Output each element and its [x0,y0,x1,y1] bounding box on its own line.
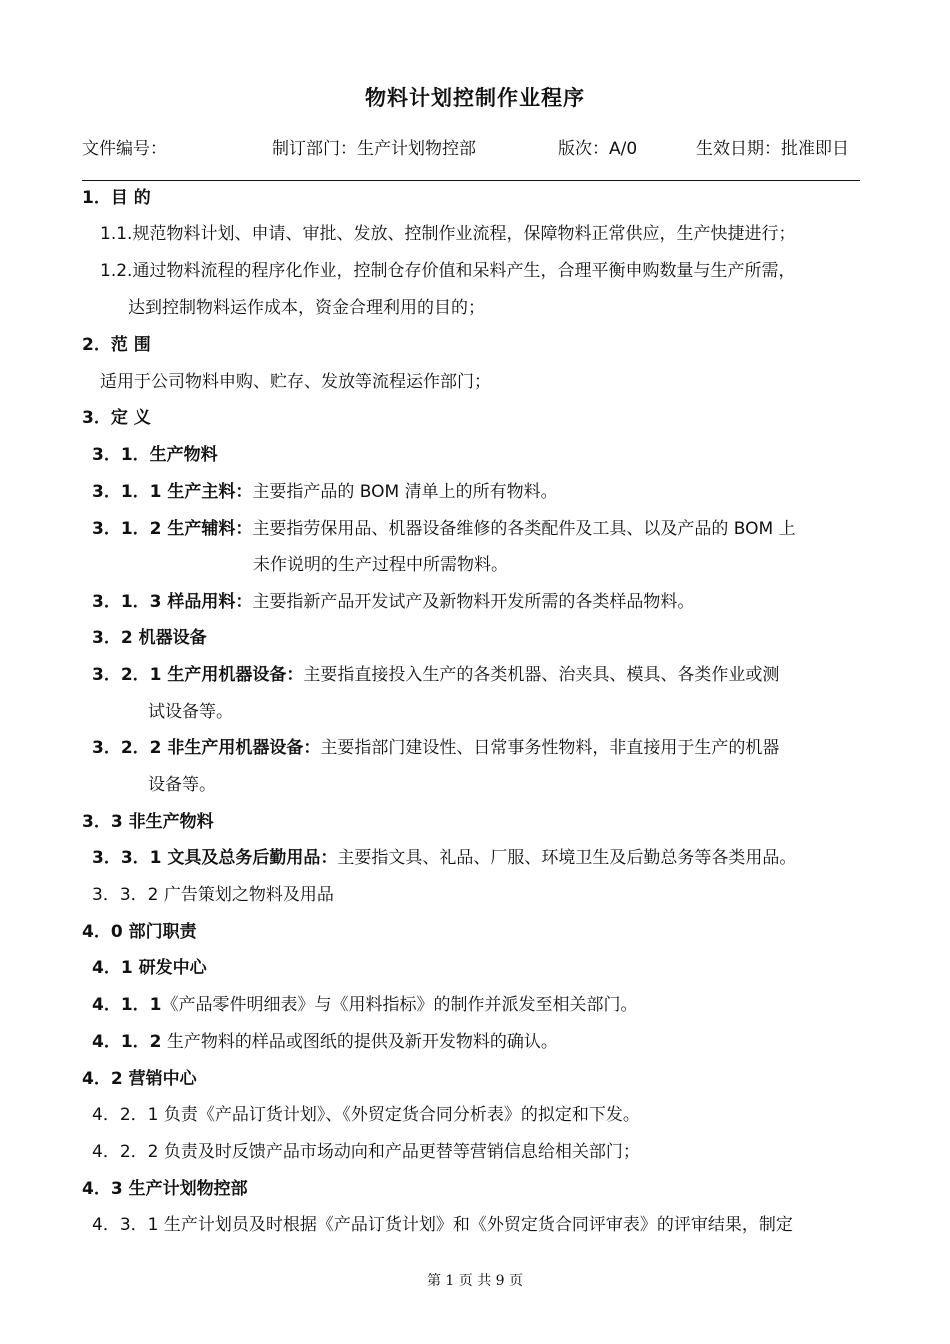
section-3-1-2 [92,517,796,541]
header-doc-no: 文件编号： [82,139,167,159]
section-2-text: 适用于公司物料申购、贮存、发放等流程运作部门； [100,372,491,392]
section-3-3-1 [92,846,796,870]
header-version: 版次：A/0 [558,139,638,159]
section-1-1: 1.1.规范物料计划、申请、审批、发放、控制作业流程，保障物料正常供应，生产快捷进行； [100,224,796,244]
section-3-2-2 [92,736,779,760]
section-4-2-2: 4．2．2 负责及时反馈产品市场动向和产品更替等营销信息给相关部门； [92,1142,640,1162]
section-4-1-2-label: 4．1．2 [92,1032,162,1052]
section-3-2-1-text: 主要指直接投入生产的各类机器、治夹具、模具、各类作业或测 [303,665,780,685]
section-4-heading: 4．0 部门职责 [82,922,197,942]
section-1-2-cont: 达到控制物料运作成本，资金合理利用的目的； [128,298,485,318]
section-3-1-heading: 3．1．生产物料 [92,445,218,465]
section-3-heading: 3．定 义 [82,408,151,428]
section-3-2-1-cont: 试设备等。 [148,702,233,722]
section-3-1-3 [92,590,694,614]
section-2-heading: 2．范 围 [82,335,151,355]
section-3-2-2-cont: 设备等。 [148,775,216,795]
section-1-heading: 1．目 的 [82,188,151,208]
section-3-1-2-cont: 未作说明的生产过程中所需物料。 [253,555,508,575]
section-3-1-3-label: 3．1．3 样品用料： [92,592,253,612]
page-footer: 第 1 页 共 9 页 [426,1273,524,1289]
section-3-1-3-text: 主要指新产品开发试产及新物料开发所需的各类样品物料。 [252,592,695,612]
section-3-1-2-text: 主要指劳保用品、机器设备维修的各类配件及工具、以及产品的 BOM 上 [252,519,796,539]
section-3-2-1-label: 3．2．1 生产用机器设备： [92,665,304,685]
section-3-3-1-label: 3．3．1 文具及总务后勤用品： [92,848,338,868]
section-4-1-2-text: 生产物料的样品或图纸的提供及新开发物料的确认。 [161,1032,558,1052]
section-4-1-heading: 4．1 研发中心 [92,958,207,978]
section-3-3-1-text: 主要指文具、礼品、厂服、环境卫生及后勤总务等各类用品。 [337,848,797,868]
section-3-1-1-label: 3．1．1 生产主料： [92,482,253,502]
section-4-1-2 [92,1030,558,1054]
section-4-3-1: 4．3．1 生产计划员及时根据《产品订货计划》和《外贸定货合同评审表》的评审结果，制定 [92,1215,793,1235]
header-effective-date: 生效日期：批准即日 [696,139,849,159]
document-title: 物料计划控制作业程序 [365,86,585,110]
header-divider [82,180,860,181]
section-3-2-heading: 3．2 机器设备 [92,628,207,648]
section-3-3-2: 3．3．2 广告策划之物料及用品 [92,885,334,905]
section-3-1-1 [92,480,558,504]
section-3-3-heading: 3．3 非生产物料 [82,812,214,832]
section-4-2-heading: 4．2 营销中心 [82,1069,197,1089]
header-dept: 制订部门：生产计划物控部 [272,139,476,159]
section-3-1-2-label: 3．1．2 生产辅料： [92,519,253,539]
section-3-1-1-text: 主要指产品的 BOM 清单上的所有物料。 [252,482,558,502]
section-4-1-1 [92,993,638,1017]
section-4-3-heading: 4．3 生产计划物控部 [82,1179,248,1199]
section-4-2-1: 4．2．1 负责《产品订货计划》、《外贸定货合同分析表》的拟定和下发。 [92,1105,640,1125]
section-3-2-1 [92,663,779,687]
section-4-1-1-text: 《产品零件明细表》与《用料指标》的制作并派发至相关部门。 [161,995,638,1015]
section-4-1-1-label: 4．1．1 [92,995,162,1015]
section-3-2-2-label: 3．2．2 非生产用机器设备： [92,738,321,758]
section-3-2-2-text: 主要指部门建设性、日常事务性物料，非直接用于生产的机器 [320,738,780,758]
section-1-2: 1.2.通过物料流程的程序化作业，控制仓存价值和呆料产生，合理平衡申购数量与生产所需， [100,261,796,281]
